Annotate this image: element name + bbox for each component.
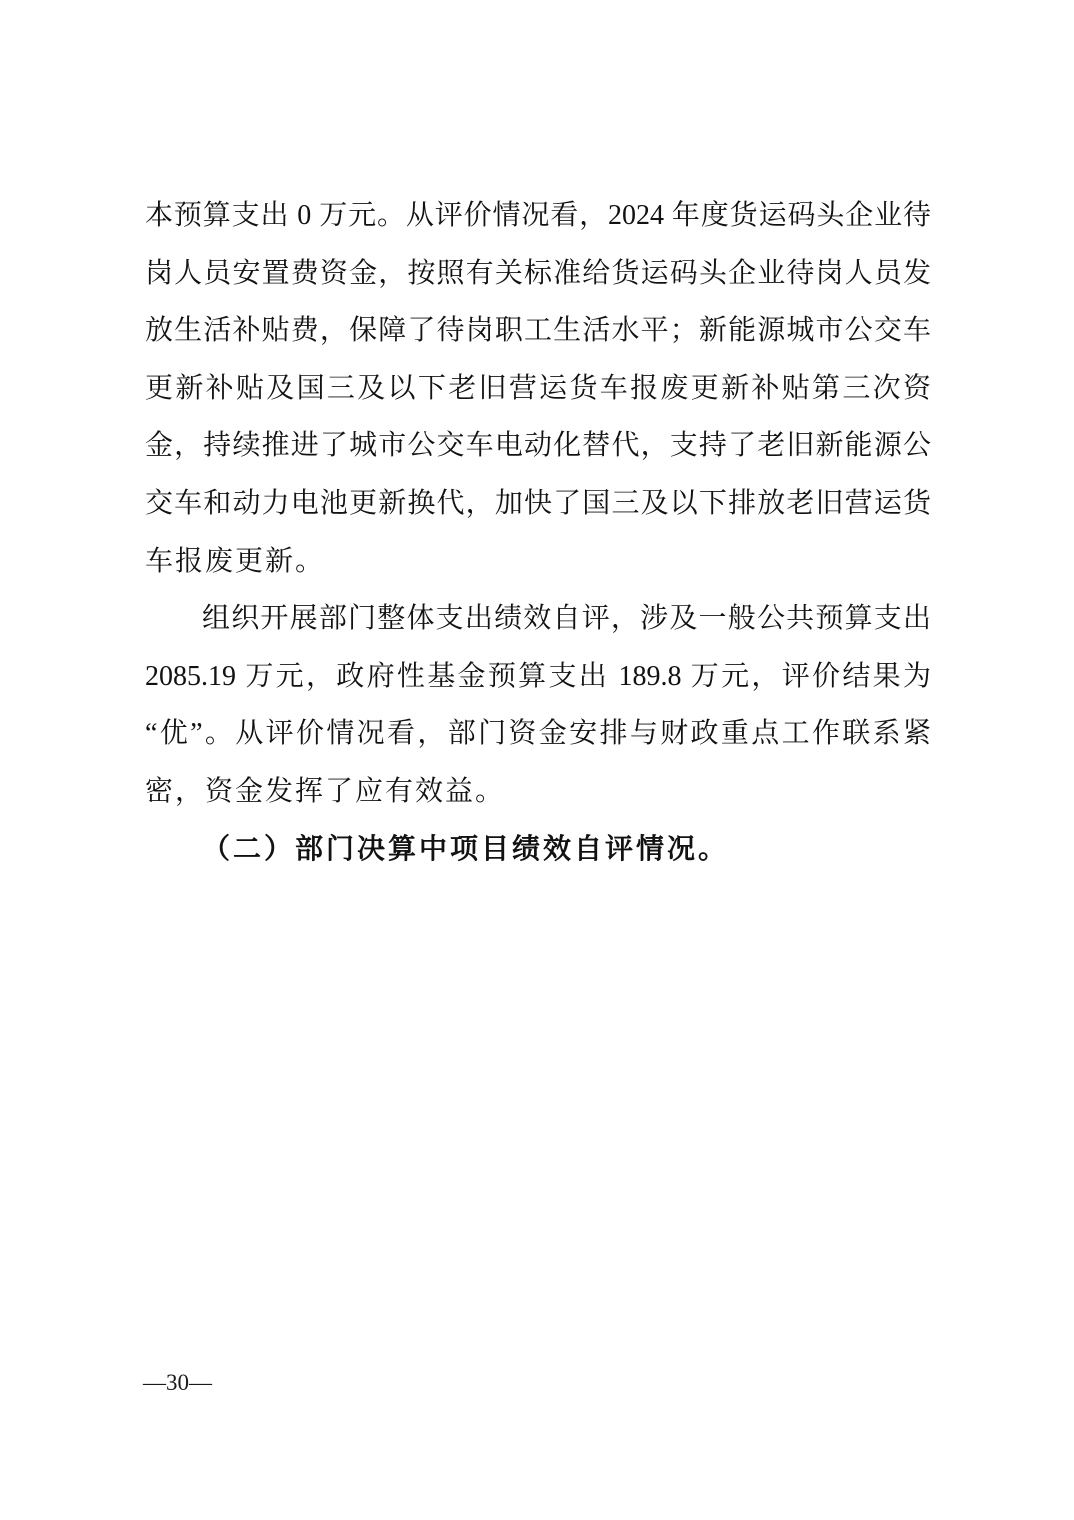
page-number: —30— <box>143 1370 212 1395</box>
text-line: （二）部门决算中项目绩效自评情况。 <box>202 833 730 865</box>
text-line: 交车和动力电池更新换代，加快了国三及以下排放老旧营运货 <box>145 487 931 519</box>
page-footer <box>143 1368 212 1398</box>
text-line: 放生活补贴费，保障了待岗职工生活水平；新能源城市公交车 <box>145 315 931 347</box>
text-line: 更新补贴及国三及以下老旧营运货车报废更新补贴第三次资 <box>145 372 931 404</box>
text-line: 组织开展部门整体支出绩效自评，涉及一般公共预算支出 <box>202 603 931 635</box>
heading-section-two <box>145 821 931 879</box>
paragraph-budget-evaluation <box>145 187 931 590</box>
paragraph-department-self-evaluation <box>145 590 931 820</box>
text-line: 2085.19 万元，政府性基金预算支出 189.8 万元，评价结果为 <box>145 660 931 692</box>
text-line: 金，持续推进了城市公交车电动化替代，支持了老旧新能源公 <box>145 430 931 462</box>
text-line: “优”。从评价情况看，部门资金安排与财政重点工作联系紧 <box>145 718 931 750</box>
document-body <box>145 187 931 878</box>
text-line: 密，资金发挥了应有效益。 <box>145 775 506 807</box>
text-line: 本预算支出 0 万元。从评价情况看，2024 年度货运码头企业待 <box>145 200 931 231</box>
text-line: 岗人员安置费资金，按照有关标准给货运码头企业待岗人员发 <box>145 257 931 289</box>
text-line: 车报废更新。 <box>145 545 326 577</box>
